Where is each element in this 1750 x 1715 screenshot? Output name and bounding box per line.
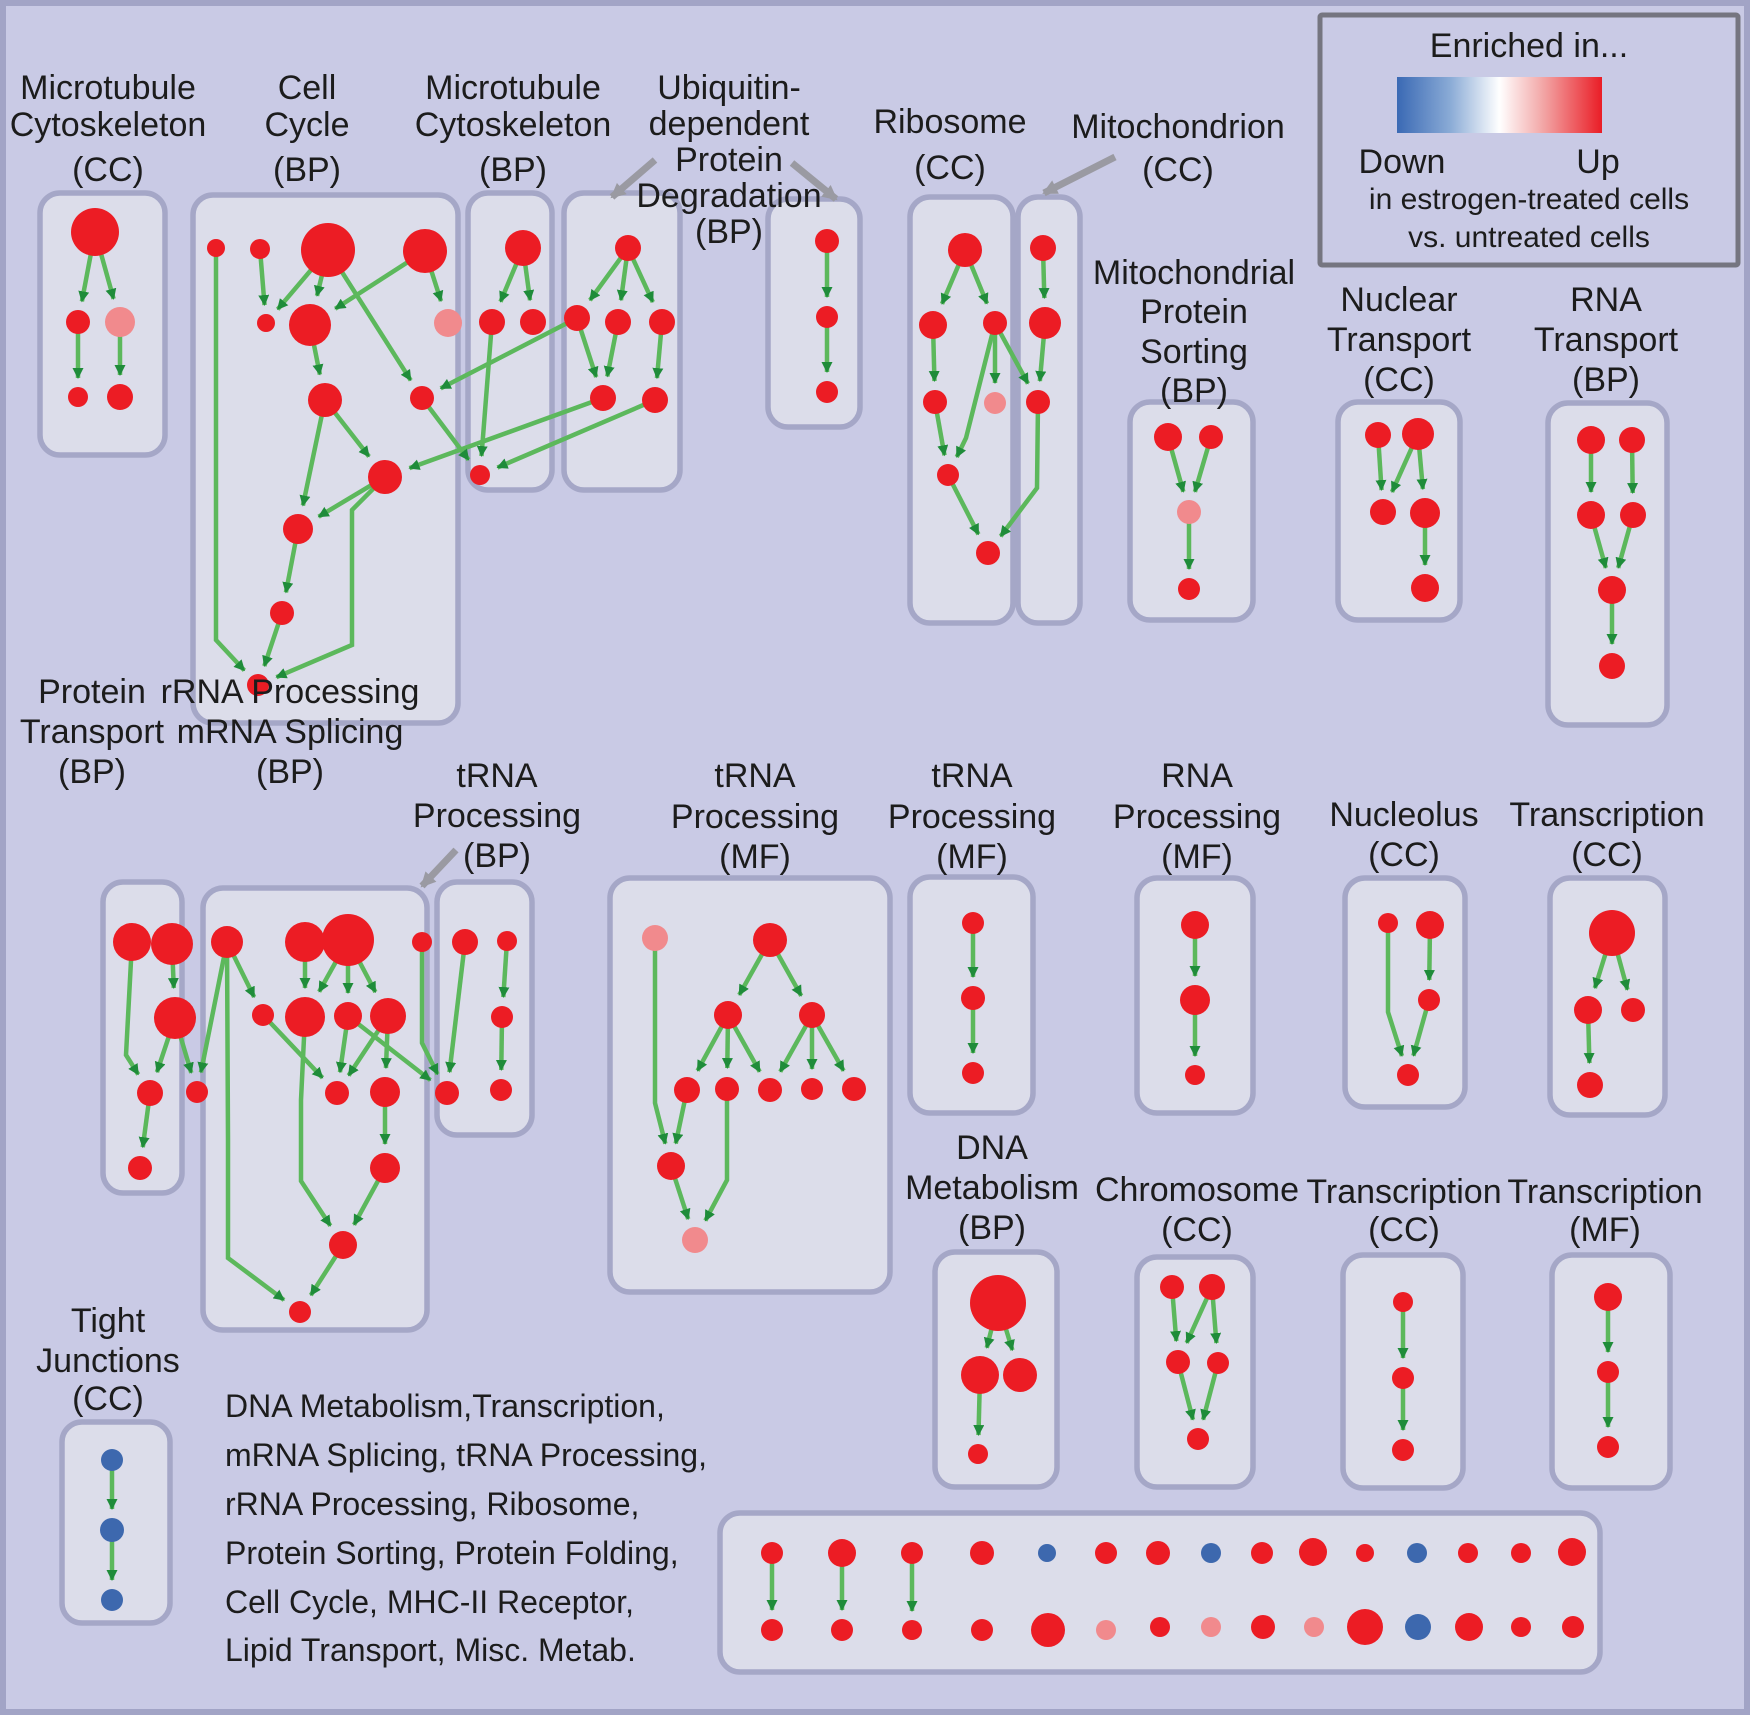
go-node-red	[1392, 1439, 1414, 1461]
go-node-red	[971, 1619, 993, 1641]
go-node-red	[1378, 913, 1398, 933]
go-node-red	[154, 997, 196, 1039]
go-node-red	[1181, 911, 1209, 939]
go-node-blue	[1038, 1544, 1056, 1562]
label-protein-transport: Transport	[19, 713, 165, 751]
label-mito-protein-sorting: (BP)	[1160, 372, 1228, 410]
go-node-blue	[100, 1518, 124, 1542]
go-node-pink	[984, 392, 1006, 414]
go-node-red	[470, 465, 490, 485]
go-node-red	[1562, 1616, 1584, 1638]
label-cell-cycle-bp: Cell	[277, 69, 337, 107]
go-node-red	[1030, 235, 1056, 261]
go-node-red	[1558, 1538, 1586, 1566]
go-node-red	[283, 514, 313, 544]
go-node-red	[1577, 1072, 1603, 1098]
go-node-red	[1458, 1543, 1478, 1563]
label-ubiquitin-dependent: Degradation	[636, 177, 822, 215]
go-node-red	[1418, 989, 1440, 1011]
legend-subtitle-2: vs. untreated cells	[1408, 221, 1650, 254]
go-node-red	[1589, 910, 1635, 956]
go-node-red	[186, 1081, 208, 1103]
label-rrna-processing: rRNA Processing	[160, 673, 420, 711]
misc-cluster-list-line: Lipid Transport, Misc. Metab.	[225, 1632, 636, 1668]
go-node-red	[1185, 1065, 1205, 1085]
go-node-red	[1599, 653, 1625, 679]
go-node-red	[761, 1542, 783, 1564]
label-trna-processing-bp: tRNA	[456, 757, 538, 795]
label-trna-processing-bp: Processing	[412, 797, 582, 835]
go-node-red	[758, 1078, 782, 1102]
go-node-red	[520, 309, 546, 335]
legend-down-label: Down	[1358, 143, 1446, 181]
go-node-red	[1455, 1613, 1483, 1641]
misc-cluster-list-line: Protein Sorting, Protein Folding,	[225, 1535, 679, 1571]
go-node-red	[753, 923, 787, 957]
cluster-box-chromosome-cc	[1137, 1257, 1253, 1487]
misc-cluster-list-line: mRNA Splicing, tRNA Processing,	[225, 1437, 707, 1473]
legend	[1320, 15, 1738, 265]
label-dna-metabolism: (BP)	[958, 1209, 1026, 1247]
label-rna-processing-mf: (MF)	[1161, 838, 1233, 876]
go-node-red	[1095, 1542, 1117, 1564]
go-node-blue	[101, 1589, 123, 1611]
label-tight-junctions: (CC)	[72, 1380, 144, 1418]
go-node-red	[1187, 1428, 1209, 1450]
label-transcription-cc-bot: (CC)	[1368, 1211, 1440, 1249]
go-node-red	[948, 233, 982, 267]
go-node-red	[801, 1078, 823, 1100]
label-transcription-mf: Transcription	[1507, 1173, 1703, 1211]
go-node-red	[289, 1301, 311, 1323]
go-node-red	[590, 385, 616, 411]
go-node-red	[491, 1006, 513, 1028]
go-node-red	[1619, 427, 1645, 453]
go-node-red	[902, 1620, 922, 1640]
go-node-red	[961, 1356, 999, 1394]
go-node-red	[68, 387, 88, 407]
cluster-box-ubiquitin-degradation-bp-2	[768, 199, 860, 427]
label-ubiquitin-dependent: Ubiquitin-	[657, 69, 801, 107]
go-node-red	[128, 1156, 152, 1180]
legend-gradient-bar	[1397, 77, 1602, 133]
go-node-red	[497, 931, 517, 951]
legend-title: Enriched in...	[1429, 27, 1629, 65]
go-node-red	[252, 1004, 274, 1026]
go-node-red	[962, 1062, 984, 1084]
label-transcription-cc-bot: Transcription	[1306, 1173, 1502, 1211]
go-node-red	[923, 390, 947, 414]
go-node-red	[1365, 422, 1391, 448]
label-cell-cycle-bp: Cycle	[264, 106, 350, 144]
misc-cluster-list-line: rRNA Processing, Ribosome,	[225, 1486, 640, 1522]
go-node-red	[919, 311, 947, 339]
go-node-red	[962, 912, 984, 934]
go-node-red	[1597, 1361, 1619, 1383]
go-node-red	[970, 1541, 994, 1565]
legend-up-label: Up	[1576, 143, 1620, 181]
go-node-red	[329, 1231, 357, 1259]
cluster-box-nuclear-transport-cc	[1338, 402, 1460, 620]
label-trna-processing-mf-1: Processing	[670, 798, 840, 836]
go-node-red	[968, 1444, 988, 1464]
go-node-red	[71, 208, 119, 256]
label-mitochondrion-cc: Mitochondrion	[1071, 108, 1285, 146]
go-node-red	[322, 914, 374, 966]
label-transcription-cc-mid: Transcription	[1509, 796, 1705, 834]
go-node-red	[1574, 996, 1602, 1024]
label-microtubule-cytoskeleton-bp: (BP)	[479, 151, 547, 189]
go-node-red	[564, 305, 590, 331]
go-node-red	[1620, 502, 1646, 528]
go-node-red	[137, 1080, 163, 1106]
label-ribosome-cc: (CC)	[914, 149, 986, 187]
go-node-red	[370, 1077, 400, 1107]
label-trna-processing-mf-2: Processing	[887, 798, 1057, 836]
go-node-pink	[642, 925, 668, 951]
go-node-pink	[682, 1227, 708, 1253]
label-protein-transport: Protein	[38, 673, 146, 711]
go-node-red	[1031, 1613, 1065, 1647]
label-chromosome-cc: Chromosome	[1094, 1171, 1300, 1209]
go-node-red	[1180, 985, 1210, 1015]
label-trna-processing-bp: (BP)	[463, 837, 531, 875]
label-tight-junctions: Junctions	[36, 1342, 180, 1380]
label-rna-transport: (BP)	[1572, 361, 1640, 399]
go-node-red	[1598, 576, 1626, 604]
go-node-red	[901, 1542, 923, 1564]
legend-subtitle-1: in estrogen-treated cells	[1368, 183, 1690, 216]
go-node-red	[961, 986, 985, 1010]
label-nuclear-transport: Transport	[1326, 321, 1472, 359]
go-node-red	[1199, 425, 1223, 449]
go-node-red	[1402, 418, 1434, 450]
label-rna-processing-mf: RNA	[1161, 757, 1233, 795]
go-node-red	[113, 923, 151, 961]
go-node-red	[250, 239, 270, 259]
go-node-red	[452, 929, 478, 955]
go-node-red	[976, 541, 1000, 565]
go-node-red	[370, 998, 406, 1034]
go-node-red	[285, 997, 325, 1037]
go-node-red	[289, 304, 331, 346]
go-node-red	[1160, 1275, 1184, 1299]
go-node-red	[1577, 501, 1605, 529]
label-transcription-cc-mid: (CC)	[1571, 836, 1643, 874]
go-node-red	[151, 923, 193, 965]
go-node-red	[1026, 390, 1050, 414]
go-node-red	[1393, 1292, 1413, 1312]
label-rna-processing-mf: Processing	[1112, 798, 1282, 836]
go-node-red	[1511, 1617, 1531, 1637]
go-node-red	[490, 1079, 512, 1101]
go-node-red	[1597, 1436, 1619, 1458]
go-node-red	[1199, 1274, 1225, 1300]
go-node-blue	[1407, 1543, 1427, 1563]
go-node-red	[842, 1077, 866, 1101]
go-node-red	[435, 1081, 459, 1105]
go-node-red	[831, 1619, 853, 1641]
label-protein-transport: (BP)	[58, 753, 126, 791]
label-nuclear-transport: Nuclear	[1340, 281, 1458, 319]
label-rna-transport: RNA	[1570, 281, 1642, 319]
label-cell-cycle-bp: (BP)	[273, 151, 341, 189]
go-node-red	[1178, 578, 1200, 600]
go-node-red	[285, 922, 325, 962]
go-node-red	[1029, 307, 1061, 339]
label-tight-junctions: Tight	[70, 1302, 146, 1340]
go-node-red	[715, 1077, 739, 1101]
go-node-red	[1411, 574, 1439, 602]
label-rrna-processing: (BP)	[256, 753, 324, 791]
label-microtubule-cytoskeleton-cc: (CC)	[72, 151, 144, 189]
go-node-red	[605, 309, 631, 335]
go-node-red	[1410, 498, 1440, 528]
go-node-red	[1150, 1617, 1170, 1637]
go-node-red	[1392, 1367, 1414, 1389]
go-node-red	[370, 1153, 400, 1183]
label-ubiquitin-dependent: (BP)	[695, 213, 763, 251]
label-microtubule-cytoskeleton-cc: Microtubule	[20, 69, 196, 107]
label-microtubule-cytoskeleton-bp: Cytoskeleton	[414, 106, 612, 144]
label-nucleolus-cc: (CC)	[1368, 836, 1440, 874]
label-mito-protein-sorting: Sorting	[1140, 333, 1248, 371]
go-node-red	[642, 387, 668, 413]
cluster-box-misc-clusters	[720, 1513, 1600, 1672]
go-node-pink	[1096, 1620, 1116, 1640]
label-mito-protein-sorting: Mitochondrial	[1092, 254, 1296, 292]
go-node-red	[1356, 1544, 1374, 1562]
label-ribosome-cc: Ribosome	[873, 103, 1027, 141]
go-node-red	[714, 1001, 742, 1029]
go-node-red	[211, 926, 243, 958]
label-microtubule-cytoskeleton-cc: Cytoskeleton	[9, 106, 207, 144]
go-node-pink	[105, 307, 135, 337]
go-node-red	[1416, 911, 1444, 939]
go-node-red	[412, 932, 432, 952]
go-node-red	[270, 601, 294, 625]
go-node-red	[983, 311, 1007, 335]
go-node-red	[301, 223, 355, 277]
go-node-red	[937, 464, 959, 486]
label-rna-transport: Transport	[1533, 321, 1679, 359]
go-node-red	[308, 383, 342, 417]
go-node-red	[410, 386, 434, 410]
go-node-red	[657, 1152, 685, 1180]
go-node-red	[1207, 1352, 1229, 1374]
go-node-blue	[1201, 1543, 1221, 1563]
go-node-red	[1370, 499, 1396, 525]
label-microtubule-cytoskeleton-bp: Microtubule	[425, 69, 601, 107]
label-trna-processing-mf-1: tRNA	[714, 757, 796, 795]
label-ubiquitin-dependent: Protein	[675, 141, 783, 179]
go-node-red	[403, 229, 447, 273]
label-mito-protein-sorting: Protein	[1140, 293, 1248, 331]
label-dna-metabolism: DNA	[956, 1129, 1028, 1167]
go-node-red	[1146, 1541, 1170, 1565]
go-node-red	[674, 1077, 700, 1103]
go-node-red	[1397, 1064, 1419, 1086]
cluster-box-mitochondrion-cc	[1018, 197, 1080, 623]
go-node-red	[1154, 423, 1182, 451]
label-transcription-mf: (MF)	[1569, 1211, 1641, 1249]
go-node-red	[368, 460, 402, 494]
label-mitochondrion-cc: (CC)	[1142, 151, 1214, 189]
go-node-red	[107, 384, 133, 410]
go-node-red	[799, 1002, 825, 1028]
go-node-blue	[101, 1449, 123, 1471]
go-node-red	[334, 1002, 362, 1030]
go-node-blue	[1405, 1614, 1431, 1640]
go-node-red	[816, 306, 838, 328]
label-nucleolus-cc: Nucleolus	[1329, 796, 1479, 834]
go-node-red	[1251, 1542, 1273, 1564]
go-node-red	[1299, 1538, 1327, 1566]
go-node-red	[815, 229, 839, 253]
go-node-red	[615, 235, 641, 261]
misc-cluster-list-line: DNA Metabolism,Transcription,	[225, 1388, 665, 1424]
misc-cluster-list-line: Cell Cycle, MHC-II Receptor,	[225, 1584, 634, 1620]
go-node-red	[1511, 1543, 1531, 1563]
go-node-red	[1621, 998, 1645, 1022]
go-node-pink	[1304, 1617, 1324, 1637]
go-node-red	[1577, 426, 1605, 454]
go-node-red	[816, 381, 838, 403]
label-ubiquitin-dependent: dependent	[648, 105, 810, 143]
go-node-pink	[1201, 1617, 1221, 1637]
go-node-red	[649, 309, 675, 335]
go-node-pink	[1177, 500, 1201, 524]
go-node-red	[1003, 1358, 1037, 1392]
go-node-red	[325, 1081, 349, 1105]
go-node-red	[1594, 1283, 1622, 1311]
go-node-red	[257, 314, 275, 332]
go-node-red	[828, 1539, 856, 1567]
go-node-red	[1166, 1350, 1190, 1374]
go-node-red	[505, 230, 541, 266]
label-dna-metabolism: Metabolism	[905, 1169, 1079, 1207]
label-trna-processing-mf-1: (MF)	[719, 838, 791, 876]
label-trna-processing-mf-2: (MF)	[936, 838, 1008, 876]
label-nuclear-transport: (CC)	[1363, 361, 1435, 399]
go-node-red	[479, 309, 505, 335]
label-trna-processing-mf-2: tRNA	[931, 757, 1013, 795]
label-rrna-processing: mRNA Splicing	[176, 713, 404, 751]
go-node-red	[761, 1619, 783, 1641]
go-node-red	[66, 310, 90, 334]
go-node-pink	[434, 309, 462, 337]
go-node-red	[207, 239, 225, 257]
go-node-red	[970, 1275, 1026, 1331]
go-node-red	[1251, 1615, 1275, 1639]
label-chromosome-cc: (CC)	[1161, 1211, 1233, 1249]
go-node-red	[1347, 1609, 1383, 1645]
